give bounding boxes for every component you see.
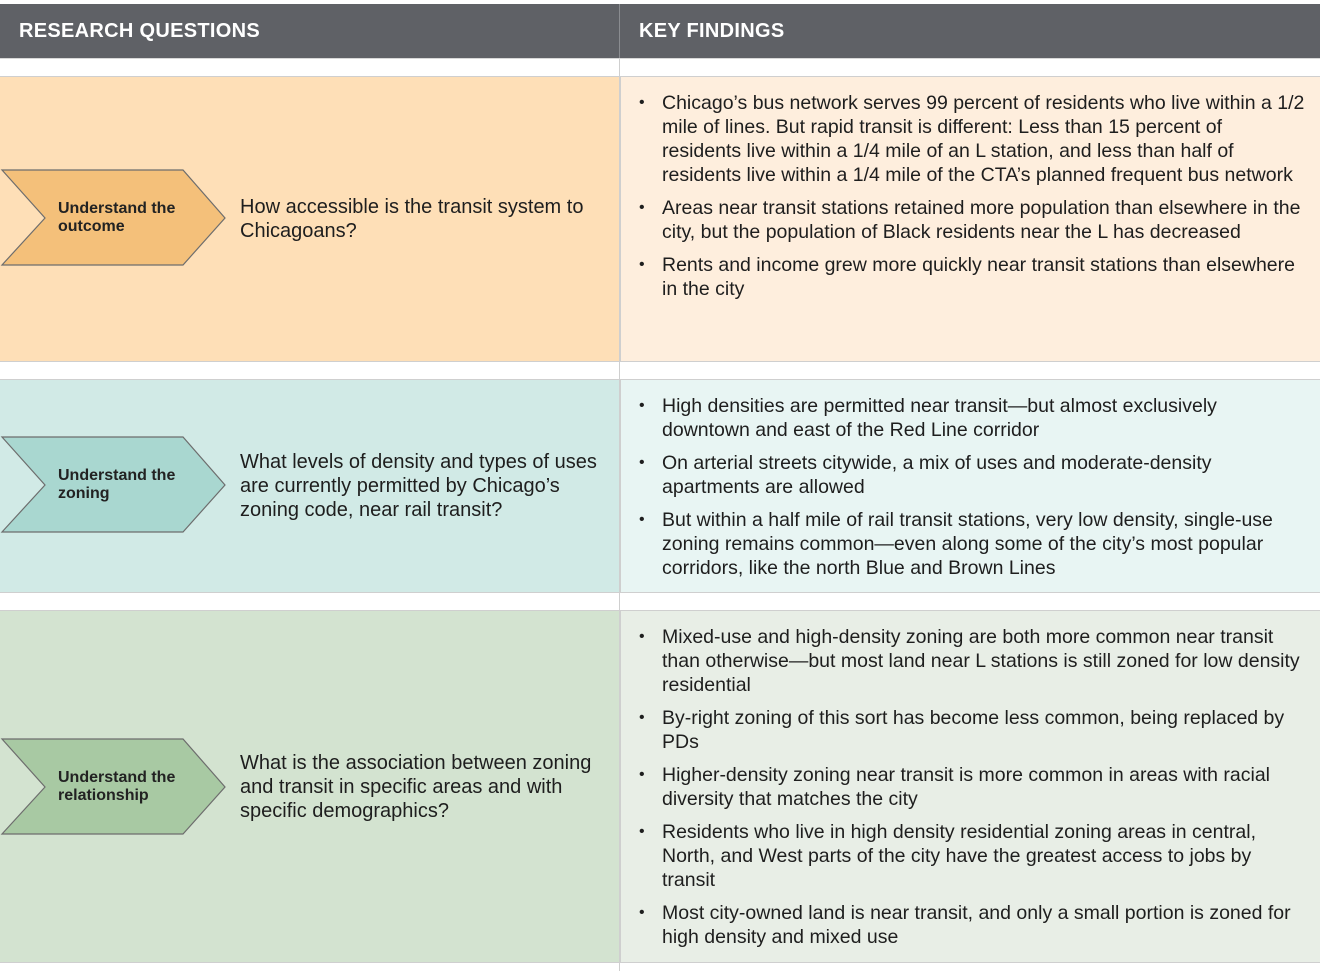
finding-item: • Chicago’s bus network serves 99 percent of residents who live within a 1/2 mile of lines. But rapid transit is different: Less than 15 percent of residents live within a 1/4 mile of an L station, and less than half of residents live within a 1/4 mile of the CTA’s planned frequent bus network [639,91,1306,187]
findings-cell [620,77,1320,361]
table-row-relationship [0,610,1320,963]
chevron-relationship [0,738,228,836]
question-cell [0,611,619,962]
finding-item: • High densities are permitted near transit—but almost exclusively downtown and east of the Red Line corridor [639,394,1306,442]
finding-item: • Rents and income grew more quickly near transit stations than elsewhere in the city [639,253,1306,301]
research-question: What levels of density and types of uses are currently permitted by Chicago’s zoning code, near rail transit? [240,451,597,521]
finding-item: • Higher-density zoning near transit is more common in areas with racial diversity that matches the city [639,763,1306,811]
finding-item: • Areas near transit stations retained more population than elsewhere in the city, but the population of Black residents near the L has decreased [639,196,1306,244]
finding-item: • By-right zoning of this sort has become less common, being replaced by PDs [639,706,1306,754]
key-findings-heading: KEY FINDINGS [619,4,1320,58]
research-questions-heading: RESEARCH QUESTIONS [19,20,260,42]
chevron-zoning [0,436,228,534]
chevron-label: Understand the zoning [58,467,176,502]
research-question: How accessible is the transit system to Chicagoans? [240,196,584,242]
finding-item: • Mixed-use and high-density zoning are both more common near transit than otherwise—but most land near L stations is still zoned for low density residential [639,625,1306,697]
finding-item: • Most city-owned land is near transit, and only a small portion is zoned for high density and mixed use [639,901,1306,949]
chevron-outcome [0,169,228,267]
question-cell [0,77,619,361]
table-row-outcome [0,76,1320,362]
findings-cell [620,611,1320,962]
chevron-label: Understand the relationship [58,769,176,804]
table-header [0,4,1320,58]
spacer-strip [0,58,1320,76]
spacer-strip [0,361,1320,379]
finding-item: • Residents who live in high density residential zoning areas in central, North, and West parts of the city have the greatest access to jobs by transit [639,820,1306,892]
findings-list [639,394,1306,589]
chevron-label: Understand the outcome [58,200,176,235]
findings-cell [620,380,1320,592]
research-question: What is the association between zoning and transit in specific areas and with specific demographics? [240,752,592,822]
finding-item: • On arterial streets citywide, a mix of uses and moderate-density apartments are allowed [639,451,1306,499]
findings-list [639,91,1306,310]
question-cell [0,380,619,592]
spacer-strip [0,592,1320,610]
table-row-zoning [0,379,1320,593]
findings-list [639,625,1306,958]
finding-item: • But within a half mile of rail transit stations, very low density, single-use zoning remains common—even along some of the city’s most popular corridors, like the north Blue and Brown Lines [639,508,1306,580]
